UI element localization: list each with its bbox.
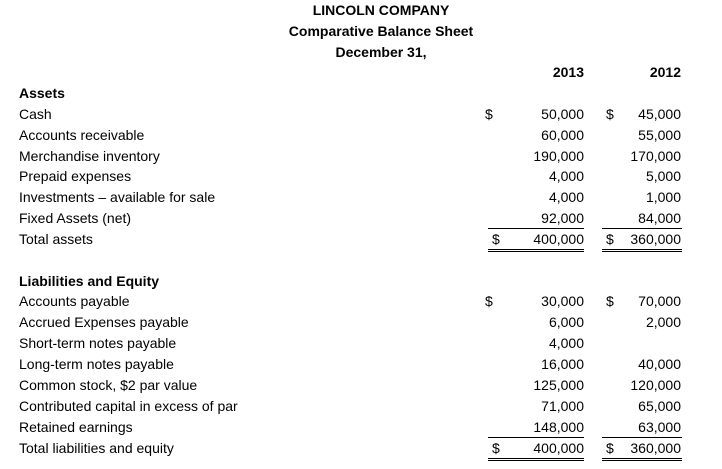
value-2012: 2,000 xyxy=(645,314,681,330)
column-header-2012: 2012 xyxy=(649,64,681,80)
value-2013: 4,000 xyxy=(548,168,584,184)
row-label: Contributed capital in excess of par xyxy=(19,398,238,414)
table-row xyxy=(0,168,722,188)
row-label: Long-term notes payable xyxy=(19,356,174,372)
dollar-sign: $ xyxy=(606,106,614,122)
table-row xyxy=(0,356,722,376)
row-label: Common stock, $2 par value xyxy=(19,377,198,393)
value-2013: 125,000 xyxy=(533,377,584,393)
table-row xyxy=(0,293,722,313)
table-row xyxy=(0,419,722,439)
value-2012: 55,000 xyxy=(638,127,681,143)
total-double-underline xyxy=(602,249,682,252)
total-row xyxy=(0,440,722,460)
value-2013: 148,000 xyxy=(533,419,584,435)
value-2012: 65,000 xyxy=(638,398,681,414)
subtotal-underline xyxy=(488,437,584,438)
value-2012: 45,000 xyxy=(638,106,681,122)
table-row xyxy=(0,398,722,418)
row-label: Accrued Expenses payable xyxy=(19,314,189,330)
row-label: Prepaid expenses xyxy=(19,168,132,184)
value-2013: 71,000 xyxy=(541,398,584,414)
value-2013: 190,000 xyxy=(533,148,584,164)
value-2013: 50,000 xyxy=(541,106,584,122)
dollar-sign: $ xyxy=(606,440,614,456)
value-2012: 360,000 xyxy=(630,231,681,247)
value-2012: 5,000 xyxy=(645,168,681,184)
statement-title: Comparative Balance Sheet xyxy=(288,23,474,39)
dollar-sign: $ xyxy=(492,440,500,456)
value-2012: 120,000 xyxy=(630,377,681,393)
value-2013: 30,000 xyxy=(541,293,584,309)
subtotal-underline xyxy=(488,228,584,229)
value-2012: 360,000 xyxy=(630,440,681,456)
value-2013: 4,000 xyxy=(548,335,584,351)
table-row xyxy=(0,335,722,355)
subtotal-underline xyxy=(602,228,682,229)
table-row xyxy=(0,189,722,209)
table-row xyxy=(0,314,722,334)
value-2012: 63,000 xyxy=(638,419,681,435)
total-row xyxy=(0,231,722,251)
row-label: Investments – available for sale xyxy=(19,189,216,205)
assets-heading: Assets xyxy=(19,85,65,101)
column-header-2013: 2013 xyxy=(552,64,584,80)
table-row xyxy=(0,210,722,230)
table-row xyxy=(0,148,722,168)
value-2013: 400,000 xyxy=(533,231,584,247)
table-row xyxy=(0,127,722,147)
row-label: Short-term notes payable xyxy=(19,335,177,351)
value-2013: 6,000 xyxy=(548,314,584,330)
row-label: Merchandise inventory xyxy=(19,148,160,164)
total-double-underline xyxy=(488,458,584,461)
dollar-sign: $ xyxy=(492,231,500,247)
value-2012: 1,000 xyxy=(645,189,681,205)
subtotal-underline xyxy=(602,437,682,438)
value-2012: 70,000 xyxy=(638,293,681,309)
row-label: Fixed Assets (net) xyxy=(19,210,132,226)
value-2012: 40,000 xyxy=(638,356,681,372)
table-row xyxy=(0,377,722,397)
value-2013: 60,000 xyxy=(541,127,584,143)
row-label: Cash xyxy=(19,106,52,122)
liabilities-heading: Liabilities and Equity xyxy=(19,273,160,289)
value-2013: 400,000 xyxy=(533,440,584,456)
value-2013: 4,000 xyxy=(548,189,584,205)
total-double-underline xyxy=(602,458,682,461)
statement-date: December 31, xyxy=(335,44,427,60)
dollar-sign: $ xyxy=(485,106,493,122)
total-double-underline xyxy=(488,249,584,252)
company-name: LINCOLN COMPANY xyxy=(312,2,450,18)
table-row xyxy=(0,106,722,126)
row-label: Accounts receivable xyxy=(19,127,145,143)
dollar-sign: $ xyxy=(606,293,614,309)
row-label: Total assets xyxy=(19,231,93,247)
dollar-sign: $ xyxy=(606,231,614,247)
value-2012: 170,000 xyxy=(630,148,681,164)
value-2013: 92,000 xyxy=(541,210,584,226)
value-2012: 84,000 xyxy=(638,210,681,226)
row-label: Accounts payable xyxy=(19,293,130,309)
row-label: Retained earnings xyxy=(19,419,133,435)
dollar-sign: $ xyxy=(485,293,493,309)
value-2013: 16,000 xyxy=(541,356,584,372)
row-label: Total liabilities and equity xyxy=(19,440,174,456)
